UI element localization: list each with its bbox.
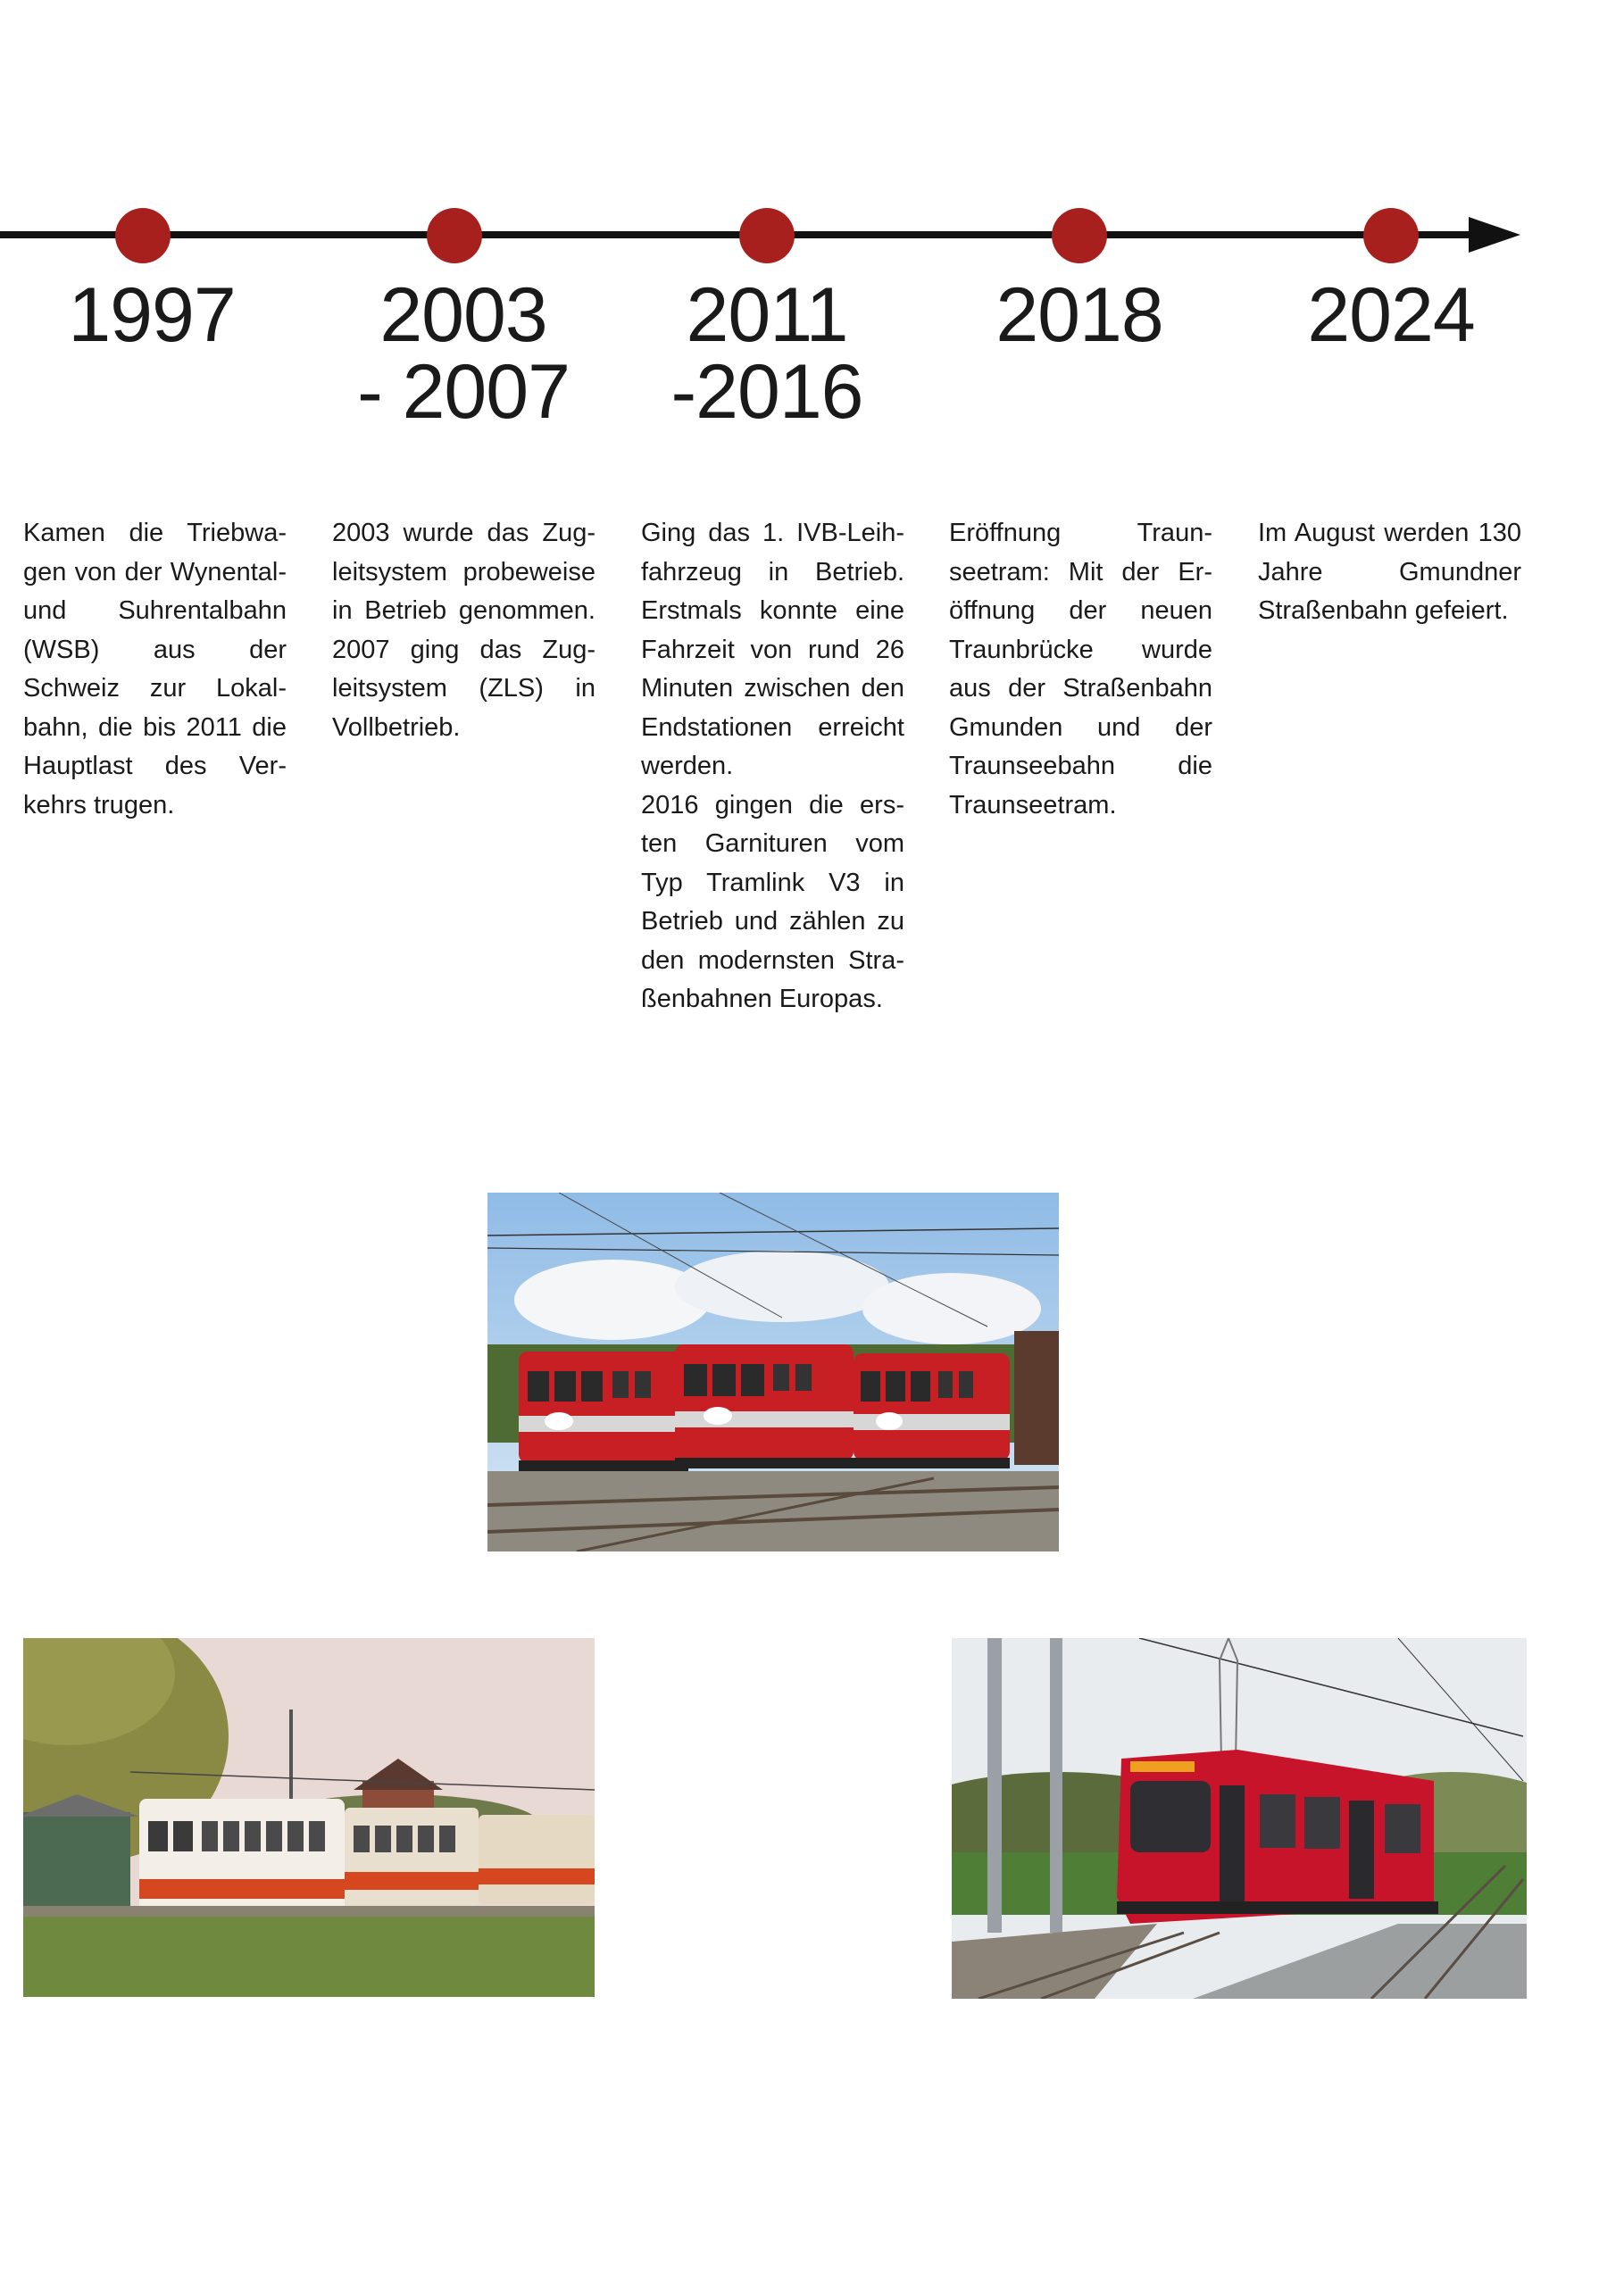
event-description: Ging das 1. IVB-Leihfahrzeug in Betrieb. Erstmals konnte eine Fahrzeit von rund 26 Minuten zwischen den Endstationen erreicht werden. 2016 gingen die ersten Garnituren vom Typ Tramlink V3 in Betrieb und zählen zu den modernsten Straßenbahnen Europas.	[641, 519, 904, 1013]
photo-three-railcars-depot	[487, 1193, 1059, 1551]
timeline-dot-2024	[1363, 208, 1419, 263]
year-label: 2024	[1307, 272, 1475, 358]
timeline-line	[0, 231, 1473, 238]
timeline-dot-2011	[739, 208, 795, 263]
photo-vintage-train-meadow	[23, 1638, 595, 1997]
timeline-dot-1997	[115, 208, 171, 263]
timeline-dot-2003	[427, 208, 482, 263]
event-description: Im August werden 130 Jahre Gmundner Straßenbahn gefeiert.	[1258, 519, 1521, 625]
year-label: 2011 -2016	[670, 272, 863, 435]
timeline-arrow-icon	[1469, 217, 1520, 253]
year-label: 2003 - 2007	[357, 272, 570, 435]
year-label: 2018	[995, 272, 1163, 358]
event-description: Eröffnung Traunseetram: Mit der Eröffnung der neuen Traunbrücke wurde aus der Straßenbahn Gmunden und der Traunseebahn die Traunseetram.	[949, 519, 1212, 819]
timeline-dot-2018	[1052, 208, 1107, 263]
event-description: 2003 wurde das Zugleitsystem probeweise in Betrieb genommen. 2007 ging das Zugleitsystem (ZLS) in Vollbetrieb.	[332, 519, 595, 742]
photo-modern-tram-platform	[952, 1638, 1527, 1999]
event-description: Kamen die Triebwagen von der Wynental- und Suhrentalbahn (WSB) aus der Schweiz zur Lokalbahn, die bis 2011 die Hauptlast des Verkehrs trugen.	[23, 519, 287, 819]
year-label: 1997	[68, 272, 236, 358]
